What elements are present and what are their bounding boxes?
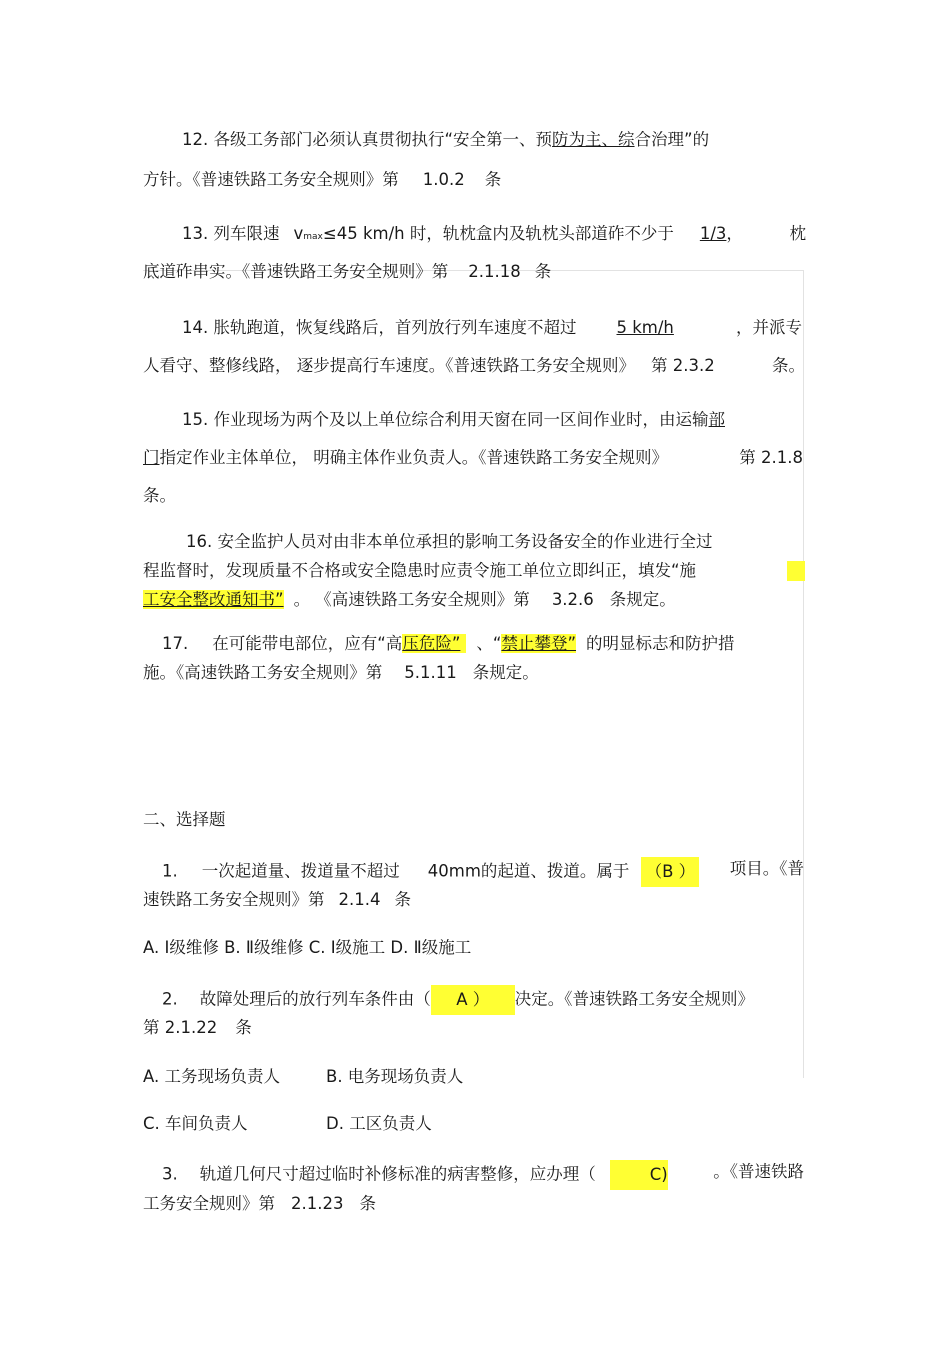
q16-ref: 。 《高速铁路工务安全规则》第	[293, 590, 530, 609]
choice-q2-option-a: A. 工务现场负责人	[143, 1067, 280, 1086]
q13-text-mid: ≤45 km/h 时，轨枕盒内及轨枕头部道砟不少于	[322, 224, 674, 243]
choice-q3-ref-end: 条	[359, 1194, 376, 1213]
q13-v: v	[293, 224, 304, 243]
q17-line2	[143, 661, 539, 685]
choice-q2-line2	[143, 1016, 252, 1040]
q17-line1	[162, 632, 735, 656]
choice-q3-answer: C)	[610, 1160, 668, 1190]
choice-q1-options-text: A. Ⅰ级维修 B. Ⅱ级维修 C. Ⅰ级施工 D. Ⅱ级施工	[143, 938, 472, 957]
choice-q2-answer: A ）	[431, 985, 515, 1015]
q14-ref: 人看守、整修线路， 逐步提高行车速度。《普速铁路工务安全规则》	[143, 356, 635, 375]
q12-text-end: 合治理”的	[634, 130, 710, 149]
choice-q2-text-end: 决定。《普速铁路工务安全规则》	[514, 989, 754, 1009]
q16-line1	[186, 530, 713, 554]
q17-ref: 施。《高速铁路工务安全规则》第	[143, 663, 383, 682]
choice-q3-text-end: 。《普速铁路	[713, 1162, 804, 1181]
choice-q3-ref: 工务安全规则》第	[143, 1194, 275, 1213]
q12-text: 12. 各级工务部门必须认真贯彻执行“安全第一、预	[182, 130, 553, 149]
q15-line2	[143, 446, 803, 470]
q15-answer-part1: 部	[708, 410, 725, 429]
q13-text-end: 枕	[789, 224, 806, 243]
choice-q2-option-b: B. 电务现场负责人	[326, 1067, 464, 1086]
q14-line2	[143, 354, 805, 378]
choice-q1-text: 一次起道量、拨道量不超过	[201, 861, 400, 881]
q17-answer-2: 禁止攀登”	[501, 634, 576, 653]
choice-q3-line2	[143, 1192, 376, 1216]
choice-q2-options-row1	[143, 1065, 280, 1089]
q16-line3	[143, 588, 676, 612]
q17-text-mid: 、“	[476, 634, 502, 653]
choice-q1-ref-end: 条	[394, 890, 411, 909]
choice-heading-text: 二、选择题	[143, 810, 226, 829]
q14-answer: 5 km/h	[616, 318, 674, 337]
q17-text-end: 的明显标志和防护措	[586, 634, 735, 653]
choice-q1-ref: 速铁路工务安全规则》第	[143, 890, 325, 909]
q16-ref-end: 条规定。	[609, 590, 676, 609]
q13-comma: ，	[726, 224, 743, 243]
q17-article: 5.1.11	[404, 663, 457, 682]
choice-q3-text: 轨道几何尺寸超过临时补修标准的病害整修，应办理（	[199, 1164, 596, 1184]
q12-line1	[182, 128, 709, 152]
q15-text: 15. 作业现场为两个及以上单位综合利用天窗在同一区间作业时，由运输	[182, 410, 709, 429]
q17-text: 在可能带电部位，应有“高	[212, 634, 403, 653]
q16-answer: 工安全整改通知书”	[143, 590, 284, 609]
choice-q3-line1	[162, 1160, 804, 1190]
choice-q2-options-row2	[143, 1112, 248, 1136]
q12-article: 1.0.2	[422, 170, 465, 189]
choice-q2-ref-end: 条	[235, 1018, 252, 1037]
q16-text-2: 程监督时，发现质量不合格或安全隐患时应责令施工单位立即纠正，填发“施	[143, 561, 697, 580]
q12-ref-end: 条	[484, 170, 502, 189]
choice-section-heading	[143, 808, 226, 832]
q14-text: 14. 胀轨跑道，恢复线路后，首列放行列车速度不超过	[182, 318, 577, 337]
q17-ref-end: 条规定。	[472, 663, 539, 682]
q17-answer-1: 压危险”	[402, 634, 466, 653]
q13-line2	[143, 260, 551, 284]
q14-article: 第 2.3.2	[651, 356, 715, 375]
q15-line1	[182, 408, 765, 432]
q13-ref-end: 条	[534, 262, 552, 281]
choice-q2-line1	[162, 985, 754, 1015]
choice-q1-article: 2.1.4	[338, 890, 381, 909]
choice-q1-text-mid: 40mm的起道、拨道。属于	[427, 861, 630, 881]
q15-answer-part2: 门	[143, 448, 160, 467]
q13-ref: 底道砟串实。《普速铁路工务安全规则》第	[143, 262, 449, 281]
choice-q1-options	[143, 936, 471, 960]
choice-q3-article: 2.1.23	[291, 1194, 344, 1213]
q13-answer: 1/3	[699, 224, 727, 243]
choice-q1-number: 1.	[162, 861, 178, 881]
choice-q2-options-row1b	[326, 1065, 463, 1089]
q16-line2	[143, 559, 805, 583]
q17-number: 17.	[162, 634, 189, 653]
q15-text-mid: 指定作业主体单位， 明确主体作业负责人。《普速铁路工务安全规则》	[159, 448, 668, 467]
q13-v-sub: max	[303, 232, 323, 242]
choice-q2-options-row2b	[326, 1112, 432, 1136]
choice-q1-line2	[143, 888, 411, 912]
q15-line3	[143, 484, 176, 508]
choice-q2-number: 2.	[162, 989, 178, 1009]
choice-q2-text: 故障处理后的放行列车条件由（	[199, 989, 431, 1009]
q14-line1	[182, 316, 802, 340]
q13-text: 13. 列车限速	[182, 224, 280, 243]
q15-article: 第 2.1.8	[739, 448, 803, 467]
q14-ref-end: 条。	[772, 356, 805, 375]
q16-article: 3.2.6	[551, 590, 594, 609]
q13-article: 2.1.18	[468, 262, 521, 281]
choice-q2-option-d: D. 工区负责人	[326, 1114, 432, 1133]
q12-underlined: 防为主、综	[552, 130, 635, 149]
choice-q2-option-c: C. 车间负责人	[143, 1114, 248, 1133]
choice-q2-ref: 第 2.1.22	[143, 1018, 218, 1037]
q12-ref: 方针。《普速铁路工务安全规则》第	[143, 170, 399, 189]
q13-line1	[182, 222, 806, 249]
q12-line2	[143, 168, 501, 192]
q14-text-end: ，并派专	[736, 318, 802, 337]
q15-ref-end: 条。	[143, 486, 176, 505]
page-frame-right	[803, 270, 804, 1078]
choice-q1-line1	[162, 857, 804, 887]
choice-q3-number: 3.	[162, 1164, 178, 1184]
q16-answer-start-mark	[787, 561, 805, 581]
choice-q1-answer: （B ）	[641, 857, 699, 887]
q16-text: 16. 安全监护人员对由非本单位承担的影响工务设备安全的作业进行全过	[186, 532, 713, 551]
choice-q1-text-end: 项目。《普	[729, 859, 804, 878]
